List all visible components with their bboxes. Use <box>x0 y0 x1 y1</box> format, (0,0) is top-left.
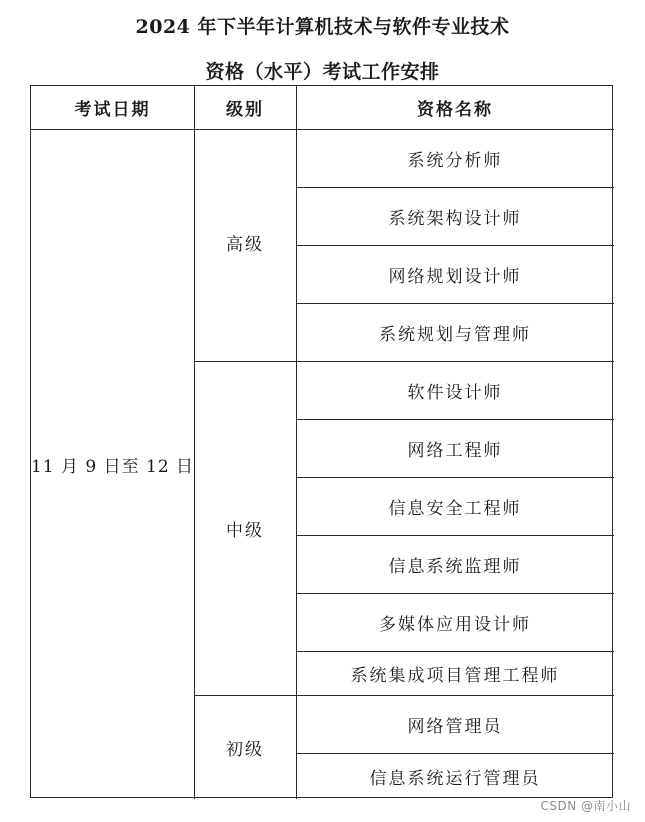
header-exam-date: 考试日期 <box>74 100 151 120</box>
qualification-cell: 多媒体应用设计师 <box>379 614 531 635</box>
header-divider <box>31 129 614 130</box>
row-divider <box>296 651 614 652</box>
row-divider <box>296 245 614 246</box>
column-divider <box>194 86 195 799</box>
qualification-cell: 网络管理员 <box>407 716 503 737</box>
row-divider <box>296 187 614 188</box>
qualification-cell: 系统分析师 <box>407 150 503 171</box>
qualification-cell: 网络工程师 <box>407 440 503 461</box>
level-senior: 高级 <box>226 234 264 255</box>
row-divider <box>296 419 614 420</box>
row-divider <box>296 535 614 536</box>
qualification-cell: 系统架构设计师 <box>388 208 522 229</box>
document-title-line-1: 2024 年下半年计算机技术与软件专业技术 <box>135 16 510 38</box>
column-divider <box>296 86 297 799</box>
qualification-cell: 网络规划设计师 <box>388 266 522 287</box>
qualification-cell: 信息系统监理师 <box>388 556 522 577</box>
qualification-cell: 软件设计师 <box>407 382 503 403</box>
row-divider <box>296 303 614 304</box>
document-title-line-2: 资格（水平）考试工作安排 <box>205 61 440 83</box>
level-divider <box>194 361 614 362</box>
qualification-cell: 信息安全工程师 <box>388 498 522 519</box>
row-divider <box>296 753 614 754</box>
header-qualification-name: 资格名称 <box>417 100 493 120</box>
watermark-text: CSDN @南小山 <box>540 799 631 813</box>
row-divider <box>296 477 614 478</box>
row-divider <box>296 593 614 594</box>
level-divider <box>194 695 614 696</box>
exam-date-cell: 11 月 9 日至 12 日 <box>30 456 195 477</box>
header-level: 级别 <box>226 100 264 120</box>
qualification-cell: 系统规划与管理师 <box>379 324 531 345</box>
exam-schedule-table <box>30 85 613 798</box>
qualification-cell: 信息系统运行管理员 <box>369 768 541 789</box>
level-intermediate: 中级 <box>226 520 264 541</box>
level-junior: 初级 <box>226 739 264 760</box>
qualification-cell: 系统集成项目管理工程师 <box>350 665 560 686</box>
